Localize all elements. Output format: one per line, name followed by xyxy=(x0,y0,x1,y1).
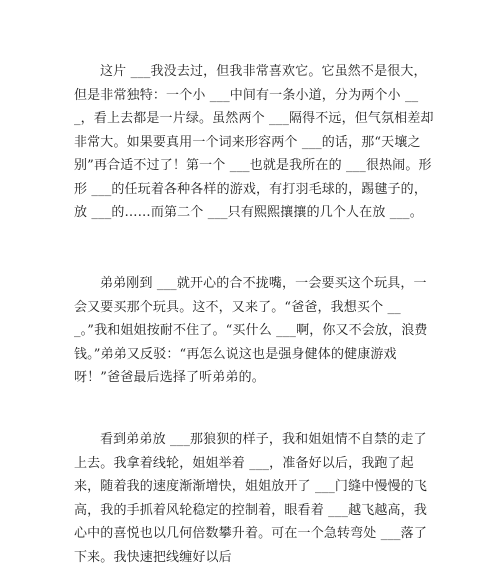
paragraph-2: 弟弟刚到 ___就开心的合不拢嘴，一会要买这个玩具，一会又要买那个玩具。这不，又来了。“爸爸，我想买个 ___。”我和姐姐按耐不住了。“买什么 ___啊，你又不会放，浪费钱。”弟弟又反驳：“再怎么说这也是强身健体的健康游戏呀！”爸爸最后选择了听弟弟的。 xyxy=(74,276,428,385)
paragraph-3: 看到弟弟放 ___那狼狈的样子，我和姐姐情不自禁的走了上去。我拿着线轮，姐姐举着 ___，准备好以后，我跑了起来，随着我的速度渐渐增快，姐姐放开了 ___门缝中慢慢的飞高，我的手抓着风轮稳定的控制着，眼看着 ___越飞越高，我心中的喜悦也以几何倍数攀升着。可在一个急转弯处 ___落了下来。我快速把线缠好以后 xyxy=(74,432,427,565)
paragraph-1: 这片 ___我没去过，但我非常喜欢它。它虽然不是很大，但是非常独特：一个小 ___中间有一条小道，分为两个小 ___，看上去都是一片绿。虽然两个 ___隔得不远，但气氛相差却非常大。如果要真用一个词来形容两个 ___的话，那“天壤之别”再合适不过了！第一个 ___也就是我所在的 ___很热闹。形形 ___的任玩着各种各样的游戏，有打羽毛球的，踢毽子的，放 ___的……而第二个 ___只有熙熙攘攘的几个人在放 ___。 xyxy=(74,64,434,220)
